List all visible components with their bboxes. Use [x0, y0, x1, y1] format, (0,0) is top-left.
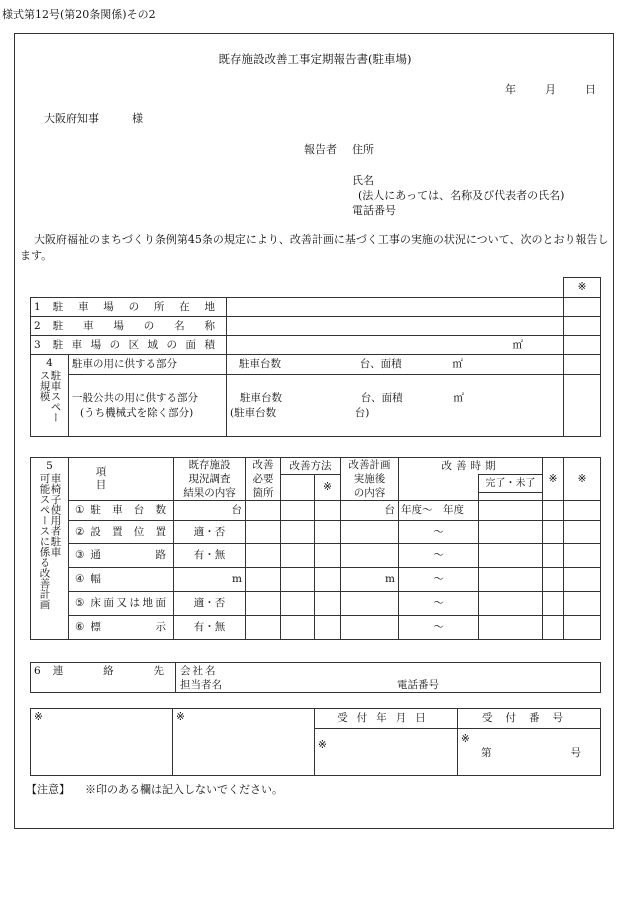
table-row — [31, 568, 601, 592]
after-value[interactable] — [341, 592, 399, 616]
need-header: 必要 — [252, 473, 274, 485]
reporter-corp-note: (法人にあっては、名称及び代表者の氏名) — [358, 189, 565, 202]
intro-text: 大阪府福祉のまちづくり条例第45条の規定により、改善計画に基づく工事の実施の状況について、次のとおり報告します。 — [20, 233, 609, 262]
area-value[interactable] — [227, 336, 564, 355]
table-row — [31, 521, 601, 544]
office-mark: ※ — [315, 475, 341, 501]
addressee-name: 大阪府知事 — [44, 112, 99, 125]
date-day: 日 — [585, 83, 596, 96]
public-use-label-sub: (うち機械式を除く部分) — [80, 406, 194, 419]
item-label: ② 設 置 位 置 — [75, 525, 166, 538]
contact-table — [30, 662, 601, 693]
count-unit: 台、面積 — [359, 358, 402, 370]
row-label: 駐 車 場 の 区 域 の 面 積 — [52, 338, 215, 351]
count-label-sub: (駐車台数 — [230, 406, 277, 419]
parking-use-label: 駐車の用に供する部分 — [69, 355, 227, 375]
table-row — [31, 501, 601, 521]
reporter-phone: 電話番号 — [352, 204, 396, 217]
period-value[interactable]: ～ — [399, 568, 479, 592]
after-value[interactable] — [341, 544, 399, 568]
date-month: 月 — [545, 83, 556, 96]
row-num: 6 — [34, 665, 41, 677]
contact-phone-label: 電話番号 — [397, 678, 439, 691]
date-year: 年 — [505, 83, 516, 96]
need-header: 箇所 — [252, 487, 274, 499]
count-unit: 台、面積 — [360, 391, 403, 404]
item-label: ④ 幅 — [75, 573, 101, 585]
after-header: 実施後 — [353, 473, 386, 485]
office-mark: ※ — [564, 278, 601, 298]
existing-header: 結果の内容 — [183, 487, 236, 499]
count-unit-sub: 台) — [354, 406, 370, 419]
period-value[interactable]: ～ — [399, 544, 479, 568]
row-num: 3 — [34, 338, 41, 351]
office-mark: ※ — [31, 709, 173, 776]
reporter-name: 氏名 — [352, 174, 374, 187]
office-mark: ※ — [543, 458, 564, 501]
period-value[interactable]: ～ — [399, 521, 479, 544]
table-row — [31, 592, 601, 616]
row-num: 2 — [34, 319, 41, 332]
date-line — [505, 81, 596, 97]
period-value[interactable]: ～ — [399, 616, 479, 640]
office-mark: ※ — [564, 458, 601, 501]
after-value[interactable] — [341, 521, 399, 544]
receipt-date-label: 受付年月日 — [315, 709, 458, 729]
receipt-table — [30, 708, 601, 776]
improvement-plan-table — [30, 457, 601, 640]
item-label: ⑥ 標 示 — [75, 621, 166, 633]
addressee-honorific: 様 — [132, 112, 143, 125]
existing-value[interactable]: 有・無 — [174, 616, 246, 640]
improvement-plan-label-1: 車椅子使用者駐車 — [49, 473, 62, 557]
item-label: ① 駐 車 台 数 — [75, 504, 166, 516]
period-header: 改善時期 — [399, 458, 543, 475]
area-unit: ㎡ — [512, 338, 523, 351]
item-header: 項目 — [69, 458, 174, 501]
after-value[interactable]: m — [341, 568, 399, 592]
row-label: 連 絡 先 — [52, 665, 164, 677]
period-value[interactable]: ～ — [399, 592, 479, 616]
area-unit: ㎡ — [453, 391, 464, 404]
existing-value[interactable]: 台 — [174, 501, 246, 521]
after-value[interactable] — [341, 616, 399, 640]
company-name-label: 会社名 — [180, 664, 218, 677]
note-label: 【注意】 — [26, 783, 70, 796]
reporter-label: 報告者 — [304, 143, 337, 156]
receipt-go: 号 — [570, 747, 581, 759]
need-header: 改善 — [252, 459, 274, 471]
row-num: 1 — [34, 300, 41, 313]
after-header: の内容 — [353, 487, 386, 499]
facility-table — [30, 277, 601, 437]
existing-header: 現況調査 — [188, 473, 231, 485]
improvement-plan-label-2: 可能スペースに係る改善計画 — [38, 473, 51, 610]
period-value[interactable]: 年度～ 年度 — [399, 501, 479, 521]
done-header: 完了・未了 — [479, 475, 543, 493]
after-value[interactable]: 台 — [341, 501, 399, 521]
existing-value[interactable]: 適・否 — [174, 521, 246, 544]
receipt-dai: 第 — [481, 747, 492, 759]
location-value[interactable] — [227, 298, 564, 317]
item-label: ⑤ 床 面 又 は 地 面 — [75, 597, 166, 609]
reporter-address: 住所 — [352, 143, 374, 156]
row-num: 4 — [46, 357, 53, 369]
note — [26, 781, 283, 797]
count-label: 駐車台数 — [240, 391, 282, 404]
row-label: 駐 車 場 の 名 称 — [52, 319, 215, 332]
row-label: 駐 車 場 の 所 在 地 — [52, 300, 215, 313]
item-label: ③ 通 路 — [75, 549, 166, 561]
receipt-number-label: 受付番号 — [458, 709, 601, 729]
area-unit: ㎡ — [452, 358, 463, 370]
count-label: 駐車台数 — [239, 358, 281, 370]
name-value[interactable] — [227, 317, 564, 336]
office-mark: ※ — [461, 733, 470, 745]
page-title: 既存施設改善工事定期報告書(駐車場) — [218, 52, 412, 66]
existing-value[interactable]: m — [174, 568, 246, 592]
form-number: 様式第12号(第20条関係)その2 — [2, 8, 156, 21]
addressee — [44, 110, 143, 126]
existing-value[interactable]: 適・否 — [174, 592, 246, 616]
table-row — [31, 616, 601, 640]
contact-person-label: 担当者名 — [180, 678, 222, 691]
existing-value[interactable]: 有・無 — [174, 544, 246, 568]
existing-header: 既存施設 — [188, 459, 231, 471]
table-row — [31, 544, 601, 568]
note-text: ※印のある欄は記入しないでください。 — [85, 783, 283, 796]
method-header: 改善方法 — [281, 458, 341, 475]
office-mark: ※ — [315, 729, 458, 776]
row-num: 5 — [46, 460, 53, 472]
after-header: 改善計画 — [348, 459, 391, 471]
public-use-label: 一般公共の用に供する部分 — [72, 391, 198, 404]
parking-scale-label: 駐車スペース規模 — [38, 370, 62, 423]
office-mark: ※ — [173, 709, 315, 776]
